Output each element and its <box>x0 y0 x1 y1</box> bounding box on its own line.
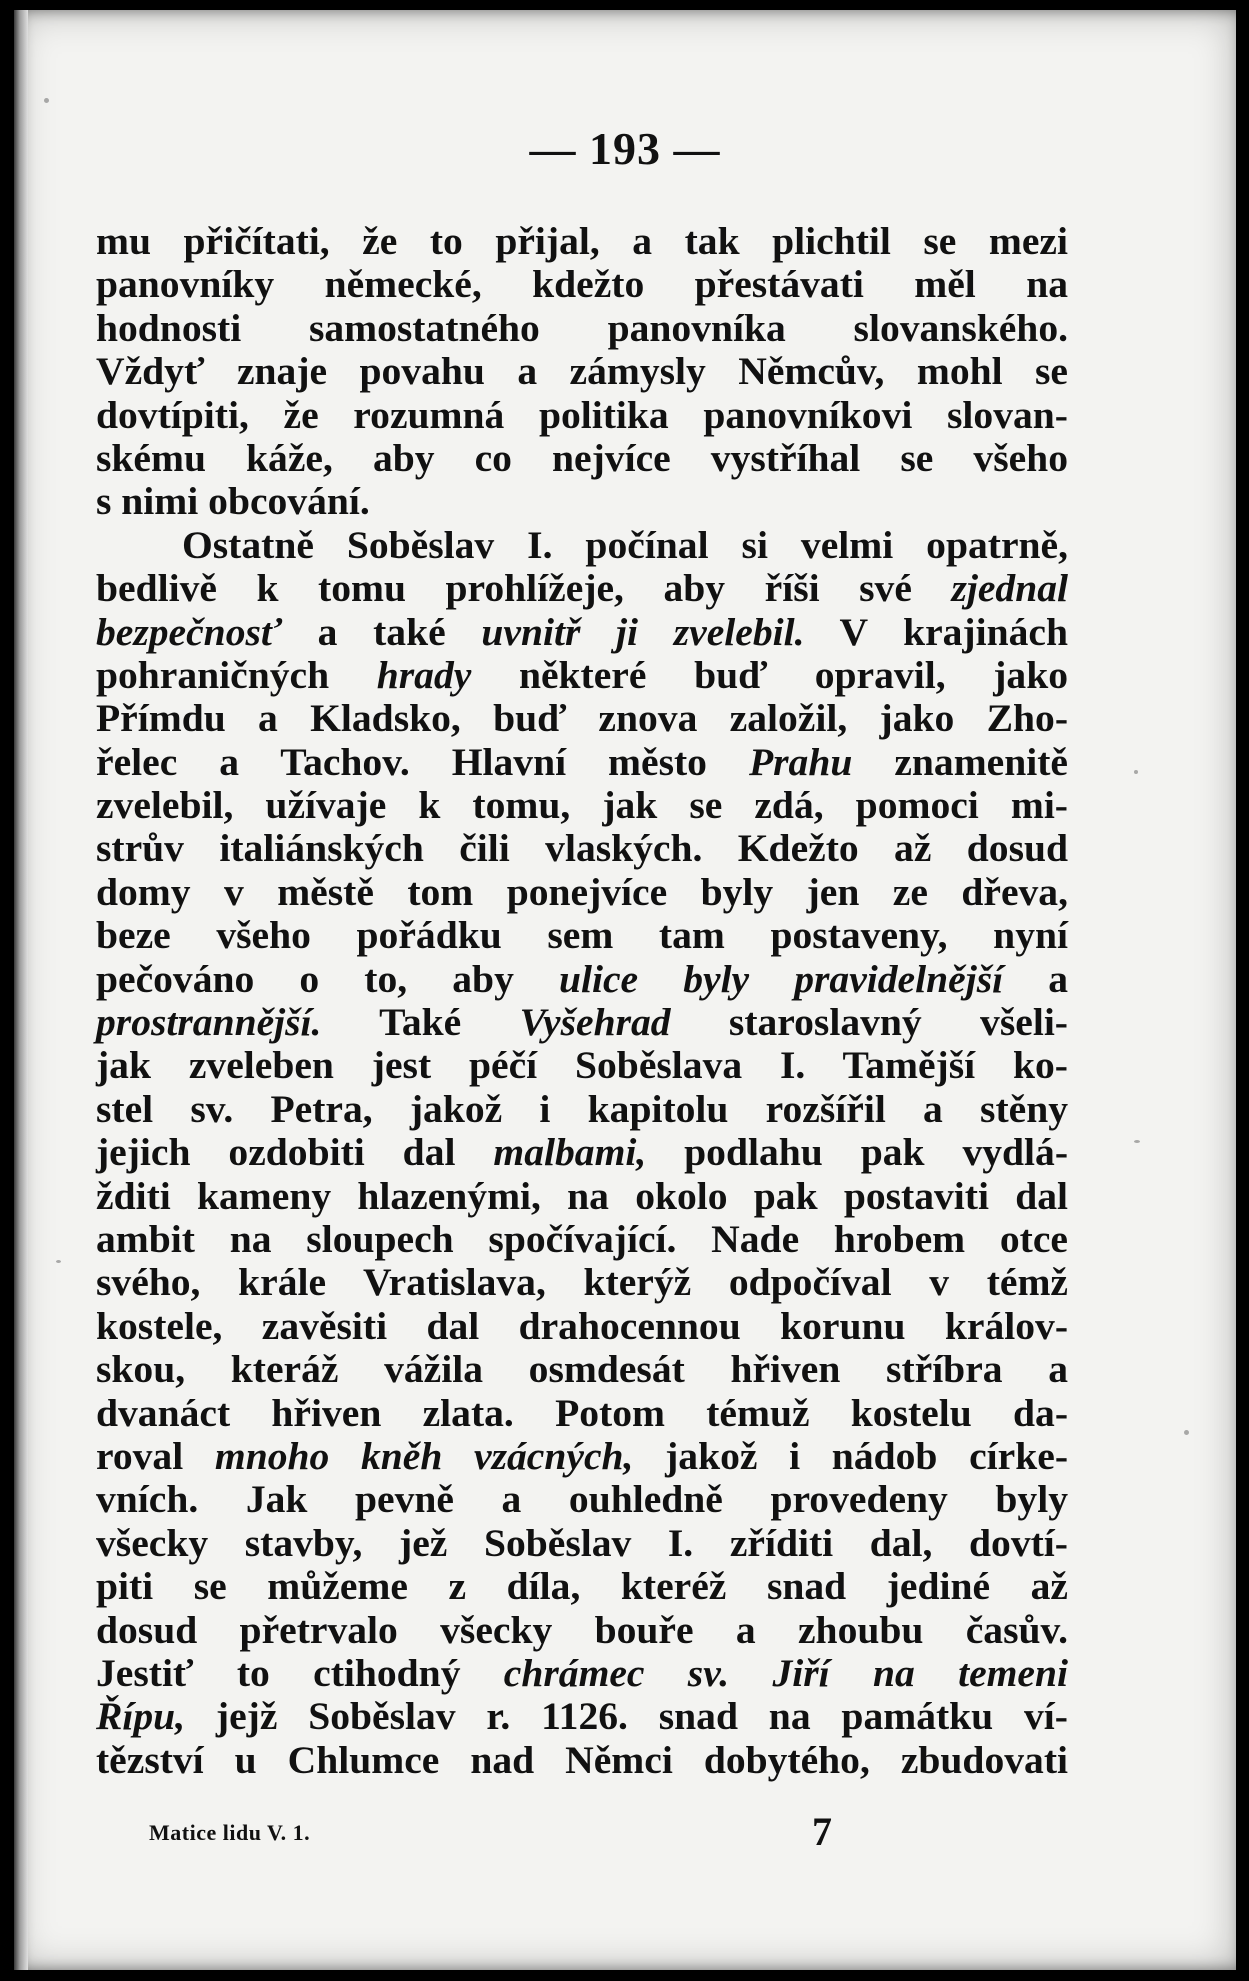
text-segment: jejž Soběslav r. 1126. snad na památku ví- <box>185 1694 1068 1739</box>
text-segment: strův italiánských čili vlaských. Kdežto až dosud <box>96 826 1068 871</box>
italic-segment: bezpečnosť <box>96 609 282 654</box>
text-segment: Také <box>321 1000 520 1045</box>
italic-segment: chrámec sv. Jiří na temeni <box>503 1650 1068 1695</box>
italic-segment: hrady <box>376 652 472 697</box>
text-segment: jejich ozdobiti dal <box>96 1130 494 1175</box>
text-segment: dosud přetrvalo všecky bouře a zhoubu časův. <box>96 1607 1068 1652</box>
text-segment: stel sv. Petra, jakož i kapitolu rozšířil a stěny <box>96 1086 1068 1131</box>
text-line <box>96 697 1068 740</box>
text-line <box>96 827 1068 870</box>
italic-segment: malbami, <box>493 1130 647 1175</box>
text-line <box>96 1522 1068 1565</box>
text-line <box>96 263 1068 306</box>
text-segment: roval <box>96 1433 215 1478</box>
text-line <box>96 1044 1068 1087</box>
text-segment: Ostatně Soběslav I. počínal si velmi opatrně, <box>182 522 1068 567</box>
text-line <box>96 1348 1068 1391</box>
text-segment: s nimi obcování. <box>96 479 370 524</box>
text-line <box>96 871 1068 914</box>
footer-signature: Matice lidu V. 1. <box>149 1820 311 1845</box>
italic-segment: Vyšehrad <box>519 1000 671 1045</box>
text-line <box>96 1739 1068 1782</box>
text-line <box>96 1609 1068 1652</box>
text-segment: jakož i nádob círke- <box>633 1433 1068 1478</box>
text-segment: dvanáct hřiven zlata. Potom témuž kostelu da- <box>96 1390 1068 1435</box>
text-segment: skou, kteráž vážila osmdesát hřiven stříbra a <box>96 1347 1068 1392</box>
page-binding-edge <box>14 10 28 1970</box>
text-segment: některé buď opravil, jako <box>471 652 1069 697</box>
text-segment: dovtípiti, že rozumná politika panovníkovi slovan- <box>96 392 1068 437</box>
text-segment: beze všeho pořádku sem tam postaveny, nyní <box>96 913 1068 958</box>
text-line <box>96 1695 1068 1738</box>
text-segment: domy v městě tom ponejvíce byly jen ze dřeva, <box>96 869 1068 914</box>
text-segment: všecky stavby, jež Soběslav I. zříditi dal, dovtí- <box>96 1520 1068 1565</box>
text-line <box>96 1175 1068 1218</box>
text-segment: Jestiť to ctihodný <box>96 1650 504 1695</box>
text-line <box>96 958 1068 1001</box>
italic-segment: zjednal <box>951 566 1068 611</box>
text-segment: mu přičítati, že to přijal, a tak plichtil se mezi <box>96 219 1068 263</box>
text-segment: panovníky německé, kdežto přestávati měl na <box>96 262 1068 307</box>
text-segment: vních. Jak pevně a ouhledně provedeny byly <box>96 1477 1068 1522</box>
text-line <box>96 1652 1068 1695</box>
text-segment: řelec a Tachov. Hlavní město <box>96 739 749 784</box>
scan-speck <box>44 98 49 103</box>
text-line <box>96 567 1068 610</box>
book-page <box>14 10 1236 1970</box>
text-segment: hodnosti samostatného panovníka slovanského. <box>96 305 1068 350</box>
text-segment: znamenitě <box>852 739 1068 784</box>
italic-segment: Prahu <box>748 739 853 784</box>
text-line <box>96 1392 1068 1435</box>
text-segment: pečováno o to, aby <box>96 956 559 1001</box>
text-segment: žditi kameny hlazenými, na okolo pak postaviti dal <box>96 1173 1068 1218</box>
text-segment: ambit na sloupech spočívající. Nade hrobem otce <box>96 1216 1068 1261</box>
italic-segment: mnoho kněh vzácných, <box>214 1433 634 1478</box>
footer-sheet-number: 7 <box>812 1809 832 1854</box>
italic-segment: prostrannější. <box>96 1000 322 1045</box>
text-segment: podlahu pak vydlá- <box>646 1130 1069 1175</box>
text-segment: bedlivě k tomu prohlížeje, aby říši své <box>96 566 952 611</box>
text-line <box>96 1088 1068 1131</box>
text-line <box>96 524 1068 567</box>
text-segment: skému káže, aby co nejvíce vystříhal se všeho <box>96 435 1068 480</box>
text-line <box>96 1218 1068 1261</box>
text-line <box>96 914 1068 957</box>
text-line <box>96 1261 1068 1304</box>
italic-segment: Řípu, <box>96 1694 186 1739</box>
text-segment: V krajinách <box>804 609 1068 654</box>
text-line <box>96 220 1068 263</box>
scan-speck <box>1134 770 1138 774</box>
text-segment: jak zveleben jest péčí Soběslava I. Tamější ko- <box>96 1043 1068 1088</box>
text-line <box>96 350 1068 393</box>
text-segment: Vždyť znaje povahu a zámysly Němcův, mohl se <box>96 349 1068 394</box>
text-line <box>96 784 1068 827</box>
text-segment: a <box>1003 956 1069 1001</box>
text-segment: pohraničných <box>96 652 377 697</box>
text-line <box>96 480 1068 523</box>
text-line <box>96 654 1068 697</box>
text-segment: piti se můžeme z díla, kteréž snad jediné až <box>96 1564 1068 1609</box>
text-line <box>96 437 1068 480</box>
italic-segment: uvnitř ji zvelebil. <box>481 609 805 654</box>
text-segment: staroslavný všeli- <box>670 1000 1068 1045</box>
text-line <box>96 1131 1068 1174</box>
text-line <box>96 1435 1068 1478</box>
text-segment: svého, krále Vratislava, kterýž odpočíval v témž <box>96 1260 1068 1305</box>
text-line <box>96 1001 1068 1044</box>
text-line <box>96 1478 1068 1521</box>
text-line <box>96 1565 1068 1608</box>
text-segment: kostele, zavěsiti dal drahocennou korunu králov- <box>96 1303 1068 1348</box>
text-segment: zvelebil, užívaje k tomu, jak se zdá, pomoci mi- <box>96 783 1068 828</box>
text-line <box>96 611 1068 654</box>
text-line <box>96 394 1068 437</box>
text-line <box>96 307 1068 350</box>
italic-segment: ulice byly pravidelnější <box>558 956 1004 1001</box>
page-number-header: — 193 — <box>529 123 721 174</box>
text-line <box>96 741 1068 784</box>
scan-speck <box>56 1260 61 1263</box>
text-segment: tězství u Chlumce nad Němci dobytého, zbudovati <box>96 1737 1068 1782</box>
text-segment: Přímdu a Kladsko, buď znova založil, jako Zho- <box>96 696 1068 741</box>
scan-speck <box>1184 1430 1189 1435</box>
text-segment: a také <box>281 609 482 654</box>
text-line <box>96 1305 1068 1348</box>
scan-speck <box>1134 1140 1140 1143</box>
body-text <box>96 220 1068 1782</box>
